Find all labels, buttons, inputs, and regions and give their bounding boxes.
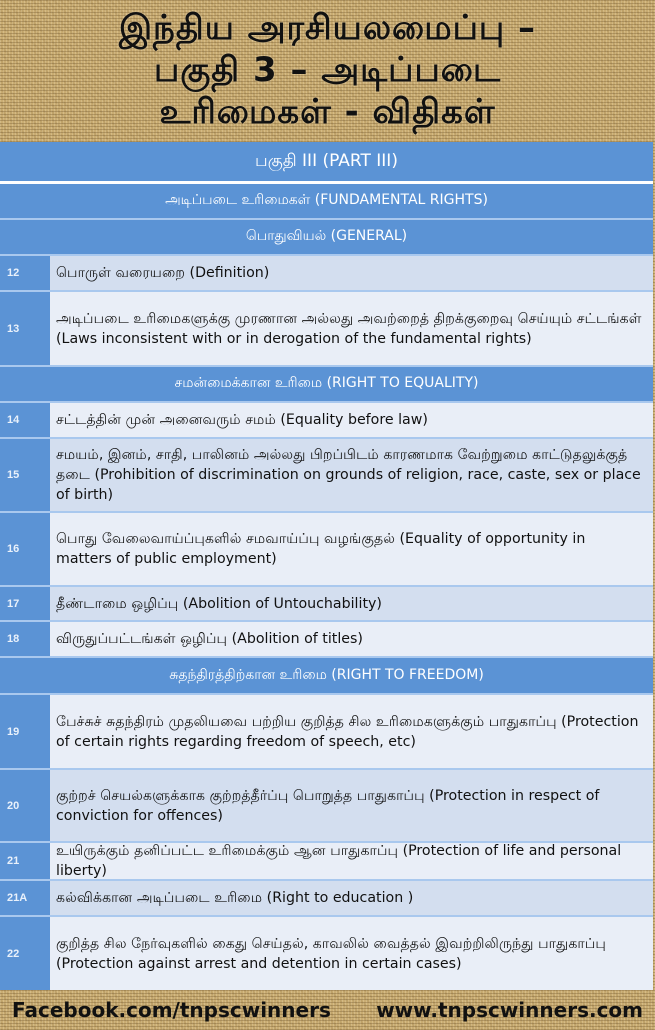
table-row-article-21 bbox=[0, 843, 653, 881]
article-number: 14 bbox=[0, 403, 50, 437]
article-description: குறித்த சில நேர்வுகளில் கைது செய்தல், காவலில் வைத்தல் இவற்றிலிருந்து பாதுகாப்பு (Protection against arrest and detention in certain cases) bbox=[50, 917, 653, 990]
article-number: 18 bbox=[0, 622, 50, 656]
website-link[interactable]: www.tnpscwinners.com bbox=[376, 998, 643, 1022]
table-row-article-17 bbox=[0, 587, 653, 622]
section-header-fundamental-rights: அடிப்படை உரிமைகள் (FUNDAMENTAL RIGHTS) bbox=[0, 184, 653, 220]
article-description: விருதுப்பட்டங்கள் ஒழிப்பு (Abolition of titles) bbox=[50, 622, 653, 656]
article-description: சட்டத்தின் முன் அனைவரும் சமம் (Equality before law) bbox=[50, 403, 653, 437]
article-number: 12 bbox=[0, 256, 50, 290]
facebook-link[interactable]: Facebook.com/tnpscwinners bbox=[12, 998, 331, 1022]
article-number: 17 bbox=[0, 587, 50, 620]
table-row-article-21a bbox=[0, 881, 653, 917]
article-description: பொருள் வரையறை (Definition) bbox=[50, 256, 653, 290]
article-description: அடிப்படை உரிமைகளுக்கு முரணான அல்லது அவற்றைத் திறக்குறைவு செய்யும் சட்டங்கள் (Laws inconsistent with or in derogation of the fundamental rights) bbox=[50, 292, 653, 365]
article-description: கல்விக்கான அடிப்படை உரிமை (Right to education ) bbox=[50, 881, 653, 915]
article-description: பொது வேலைவாய்ப்புகளில் சமவாய்ப்பு வழங்குதல் (Equality of opportunity in matters of public employment) bbox=[50, 513, 653, 585]
title-line-3: உரிமைகள் - விதிகள் bbox=[159, 92, 496, 132]
article-description: குற்றச் செயல்களுக்காக குற்றத்தீர்ப்பு பொறுத்த பாதுகாப்பு (Protection in respect of conviction for offences) bbox=[50, 770, 653, 841]
footer bbox=[0, 990, 655, 1030]
article-description: சமயம், இனம், சாதி, பாலினம் அல்லது பிறப்பிடம் காரணமாக வேற்றுமை காட்டுதலுக்குத் தடை (Prohibition of discrimination on grounds of religion, race, caste, sex or place of birth) bbox=[50, 439, 653, 511]
title-line-2: பகுதி 3 – அடிப்படை bbox=[153, 50, 502, 90]
article-number: 22 bbox=[0, 917, 50, 990]
article-number: 20 bbox=[0, 770, 50, 841]
table-row-article-20 bbox=[0, 770, 653, 843]
article-number: 21 bbox=[0, 843, 50, 879]
table-row-article-18 bbox=[0, 622, 653, 658]
group-header-right-to-equality: சமன்மைக்கான உரிமை (RIGHT TO EQUALITY) bbox=[0, 367, 653, 403]
table-row-article-14 bbox=[0, 403, 653, 439]
article-number: 19 bbox=[0, 695, 50, 768]
article-description: தீண்டாமை ஒழிப்பு (Abolition of Untouchability) bbox=[50, 587, 653, 620]
table-row-article-13 bbox=[0, 292, 653, 367]
table-row-article-19 bbox=[0, 695, 653, 770]
group-header-right-to-freedom: சுதந்திரத்திற்கான உரிமை (RIGHT TO FREEDOM) bbox=[0, 658, 653, 695]
table-row-article-12 bbox=[0, 256, 653, 292]
article-number: 13 bbox=[0, 292, 50, 365]
article-number: 15 bbox=[0, 439, 50, 511]
part-header: பகுதி III (PART III) bbox=[0, 142, 653, 184]
article-description: உயிருக்கும் தனிப்பட்ட உரிமைக்கும் ஆன பாதுகாப்பு (Protection of life and personal liberty) bbox=[50, 843, 653, 879]
table-row-article-16 bbox=[0, 513, 653, 587]
table-row-article-22 bbox=[0, 917, 653, 990]
article-number: 21A bbox=[0, 881, 50, 915]
article-description: பேச்சுச் சுதந்திரம் முதலியவை பற்றிய குறித்த சில உரிமைகளுக்கும் பாதுகாப்பு (Protection of certain rights regarding freedom of speech, etc) bbox=[50, 695, 653, 768]
table-row-article-15 bbox=[0, 439, 653, 513]
article-number: 16 bbox=[0, 513, 50, 585]
articles-table bbox=[0, 142, 653, 990]
page-title bbox=[0, 0, 655, 140]
title-line-1: இந்திய அரசியலமைப்பு – bbox=[118, 8, 537, 48]
group-header-general: பொதுவியல் (GENERAL) bbox=[0, 220, 653, 256]
